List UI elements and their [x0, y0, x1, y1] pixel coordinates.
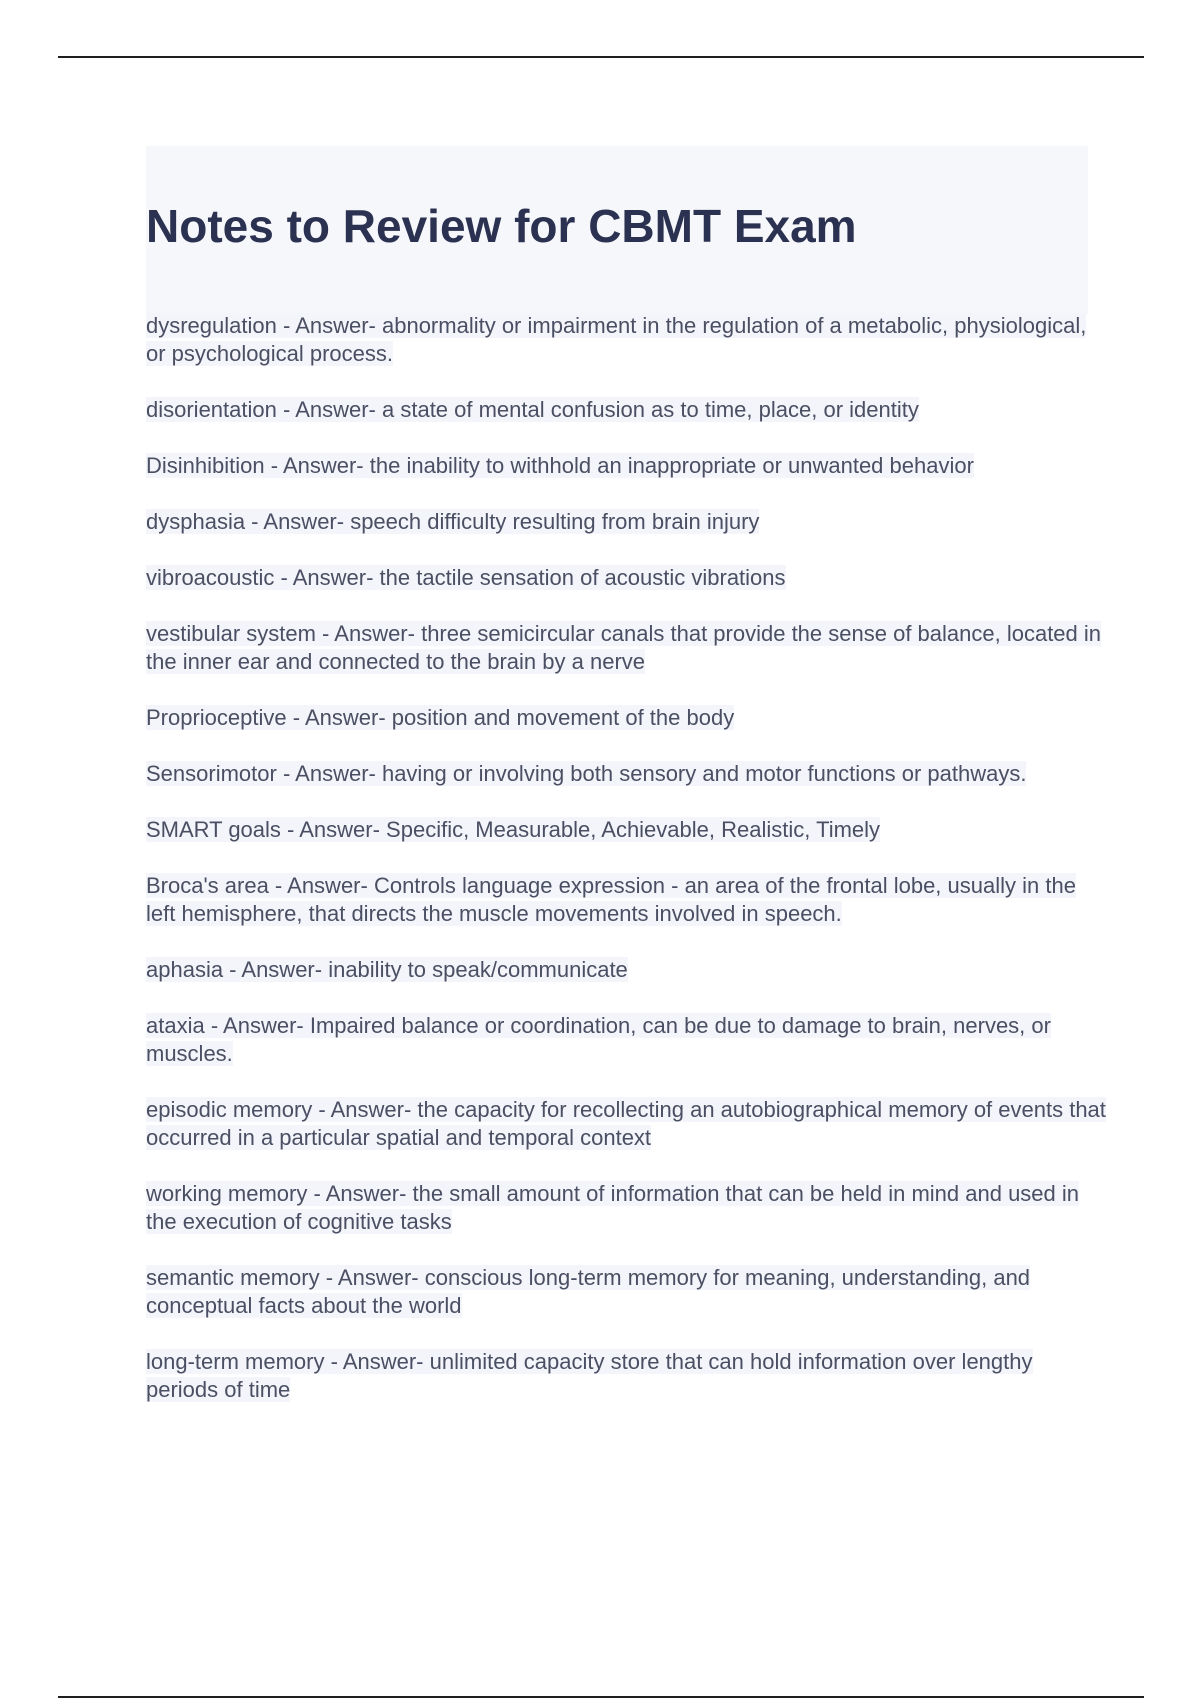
term-list: [146, 312, 1106, 1432]
term-entry: [146, 816, 1106, 844]
term-entry-text: dysregulation - Answer- abnormality or impairment in the regulation of a metabolic, physiological, or psychological process.: [146, 313, 1087, 366]
term-entry-text: Disinhibition - Answer- the inability to withhold an inappropriate or unwanted behavior: [146, 453, 974, 478]
term-entry-text: Proprioceptive - Answer- position and movement of the body: [146, 705, 735, 730]
term-entry-text: disorientation - Answer- a state of mental confusion as to time, place, or identity: [146, 397, 919, 422]
term-entry: [146, 956, 1106, 984]
term-entry: [146, 1264, 1106, 1320]
term-entry-text: aphasia - Answer- inability to speak/communicate: [146, 957, 628, 982]
term-entry-text: vestibular system - Answer- three semicircular canals that provide the sense of balance, located in the inner ear and connected to the brain by a nerve: [146, 621, 1102, 674]
term-entry: [146, 396, 1106, 424]
term-entry: [146, 704, 1106, 732]
term-entry-text: vibroacoustic - Answer- the tactile sensation of acoustic vibrations: [146, 565, 786, 590]
term-entry-text: semantic memory - Answer- conscious long-term memory for meaning, understanding, and conceptual facts about the world: [146, 1265, 1031, 1318]
term-entry: [146, 1012, 1106, 1068]
term-entry: [146, 1180, 1106, 1236]
term-entry: [146, 620, 1106, 676]
term-entry-text: Broca's area - Answer- Controls language expression - an area of the frontal lobe, usually in the left hemisphere, that directs the muscle movements involved in speech.: [146, 873, 1076, 926]
term-entry-text: working memory - Answer- the small amount of information that can be held in mind and used in the execution of cognitive tasks: [146, 1181, 1080, 1234]
term-entry: [146, 1348, 1106, 1404]
term-entry: [146, 508, 1106, 536]
term-entry-text: dysphasia - Answer- speech difficulty resulting from brain injury: [146, 509, 760, 534]
term-entry-text: long-term memory - Answer- unlimited capacity store that can hold information over lengthy periods of time: [146, 1349, 1033, 1402]
top-rule: [58, 56, 1144, 58]
term-entry-text: SMART goals - Answer- Specific, Measurable, Achievable, Realistic, Timely: [146, 817, 881, 842]
term-entry: [146, 872, 1106, 928]
term-entry-text: ataxia - Answer- Impaired balance or coordination, can be due to damage to brain, nerves, or muscles.: [146, 1013, 1051, 1066]
term-entry: [146, 564, 1106, 592]
bottom-rule: [58, 1696, 1144, 1698]
page-title: Notes to Review for CBMT Exam: [146, 200, 857, 252]
term-entry: [146, 452, 1106, 480]
term-entry: [146, 760, 1106, 788]
term-entry: [146, 1096, 1106, 1152]
term-entry-text: episodic memory - Answer- the capacity for recollecting an autobiographical memory of events that occurred in a particular spatial and temporal context: [146, 1097, 1106, 1150]
term-entry-text: Sensorimotor - Answer- having or involving both sensory and motor functions or pathways.: [146, 761, 1027, 786]
term-entry: [146, 312, 1106, 368]
